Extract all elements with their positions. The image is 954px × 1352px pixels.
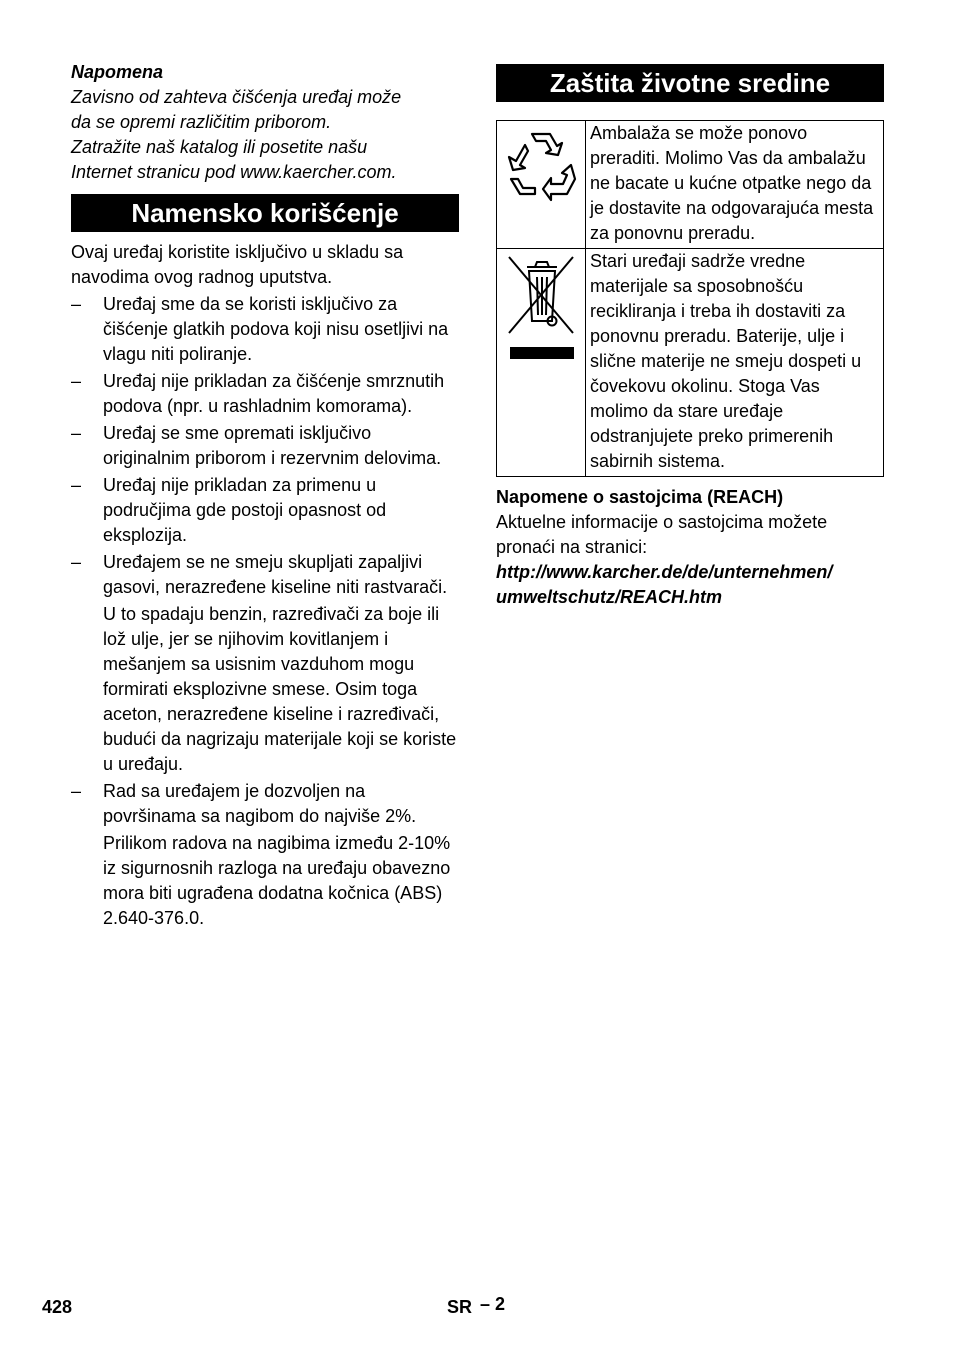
intended-use-intro: Ovaj uređaj koristite isključivo u skladu sa navodima ovog radnog uputstva. xyxy=(71,242,404,287)
list-item-text: Uređaj nije prikladan za čišćenje smrznutih podova (npr. u rashladnim komorama). xyxy=(103,371,445,416)
right-column xyxy=(496,64,884,610)
table-row xyxy=(497,121,884,249)
list-item-extra: Prilikom radova na nagibima između 2-10% iz sigurnosnih razloga na uređaju obavezno mora biti ugrađena dodatna kočnica (ABS) 2.640-376.0. xyxy=(103,833,451,928)
dash-marker: – xyxy=(71,781,82,801)
environment-table xyxy=(496,120,884,477)
recycle-text: Ambalaža se može ponovo preraditi. Molimo Vas da ambalažu ne bacate u kućne otpatke nego da je dostavite na odgovarajuća mesta za ponovnu preradu. xyxy=(586,121,884,249)
reach-link-line-2[interactable]: umweltschutz/REACH.htm xyxy=(496,587,723,607)
recycle-icon-cell xyxy=(497,121,586,249)
note-title: Napomena xyxy=(71,62,164,82)
left-column xyxy=(71,60,459,933)
note-line: Zatražite naš katalog ili posetite našu xyxy=(71,137,368,157)
page-number: 428 xyxy=(42,1297,73,1317)
list-item xyxy=(71,779,459,931)
list-item-text: Uređaj se sme opremati isključivo originalnim priborom i rezervnim delovima. xyxy=(103,423,442,468)
environment-heading: Zaštita životne sredine xyxy=(496,64,884,102)
list-item-extra: U to spadaju benzin, razređivači za boje ili lož ulje, jer se njihovim kovitlanjem i mešanjem sa usisnim vazduhom mogu formirati eksplozivne smese. Osim toga aceton, nerazređene kiseline i razređivači, budući da nagrizaju materijale koji se koriste u uređaju. xyxy=(103,604,457,774)
list-item xyxy=(71,550,459,777)
note-line: Zavisno od zahteva čišćenja uređaj može xyxy=(71,87,402,107)
list-item-text: Uređaj nije prikladan za primenu u područjima gde postoji opasnost od eksplozija. xyxy=(103,475,387,545)
crossed-bin-icon-cell xyxy=(497,249,586,477)
dash-marker: – xyxy=(71,552,82,572)
list-item xyxy=(71,421,459,471)
list-item xyxy=(71,473,459,548)
reach-link-line-1[interactable]: http://www.karcher.de/de/unternehmen/ xyxy=(496,562,833,582)
intended-use-list xyxy=(71,292,459,931)
recycle-icon xyxy=(501,121,581,211)
language-code: SR xyxy=(447,1297,473,1317)
list-item-text: Uređaj sme da se koristi isključivo za čišćenje glatkih podova koji nisu osetljivi na vlagu niti poliranje. xyxy=(103,294,449,364)
reach-text: Aktuelne informacije o sastojcima možete pronaći na stranici: xyxy=(496,512,828,557)
dash-marker: – xyxy=(71,371,82,391)
list-item xyxy=(71,369,459,419)
reach-title: Napomene o sastojcima (REACH) xyxy=(496,487,784,507)
section-page-number: – 2 xyxy=(480,1294,506,1314)
list-item-text: Uređajem se ne smeju skupljati zapaljivi gasovi, nerazređene kiseline niti rastvarači. xyxy=(103,552,448,597)
dash-marker: – xyxy=(71,423,82,443)
note-line: da se opremi različitim priborom. xyxy=(71,112,332,132)
table-row xyxy=(497,249,884,477)
list-item xyxy=(71,292,459,367)
old-devices-text: Stari uređaji sadrže vredne materijale sa sposobnošću recikliranja i treba ih dostaviti za ponovnu preradu. Baterije, ulje i slične materije ne smeju dospeti u čovekovu okolinu. Stoga Vas molimo da stare uređaje odstranjujete preko primerenih sabirnih sistema. xyxy=(586,249,884,477)
intended-use-heading: Namensko korišćenje xyxy=(71,194,459,232)
crossed-bin-icon xyxy=(501,249,581,364)
dash-marker: – xyxy=(71,475,82,495)
list-item-text: Rad sa uređajem je dozvoljen na površinama sa nagibom do najviše 2%. xyxy=(103,781,417,826)
note-line: Internet stranicu pod www.kaercher.com. xyxy=(71,162,397,182)
dash-marker: – xyxy=(71,294,82,314)
